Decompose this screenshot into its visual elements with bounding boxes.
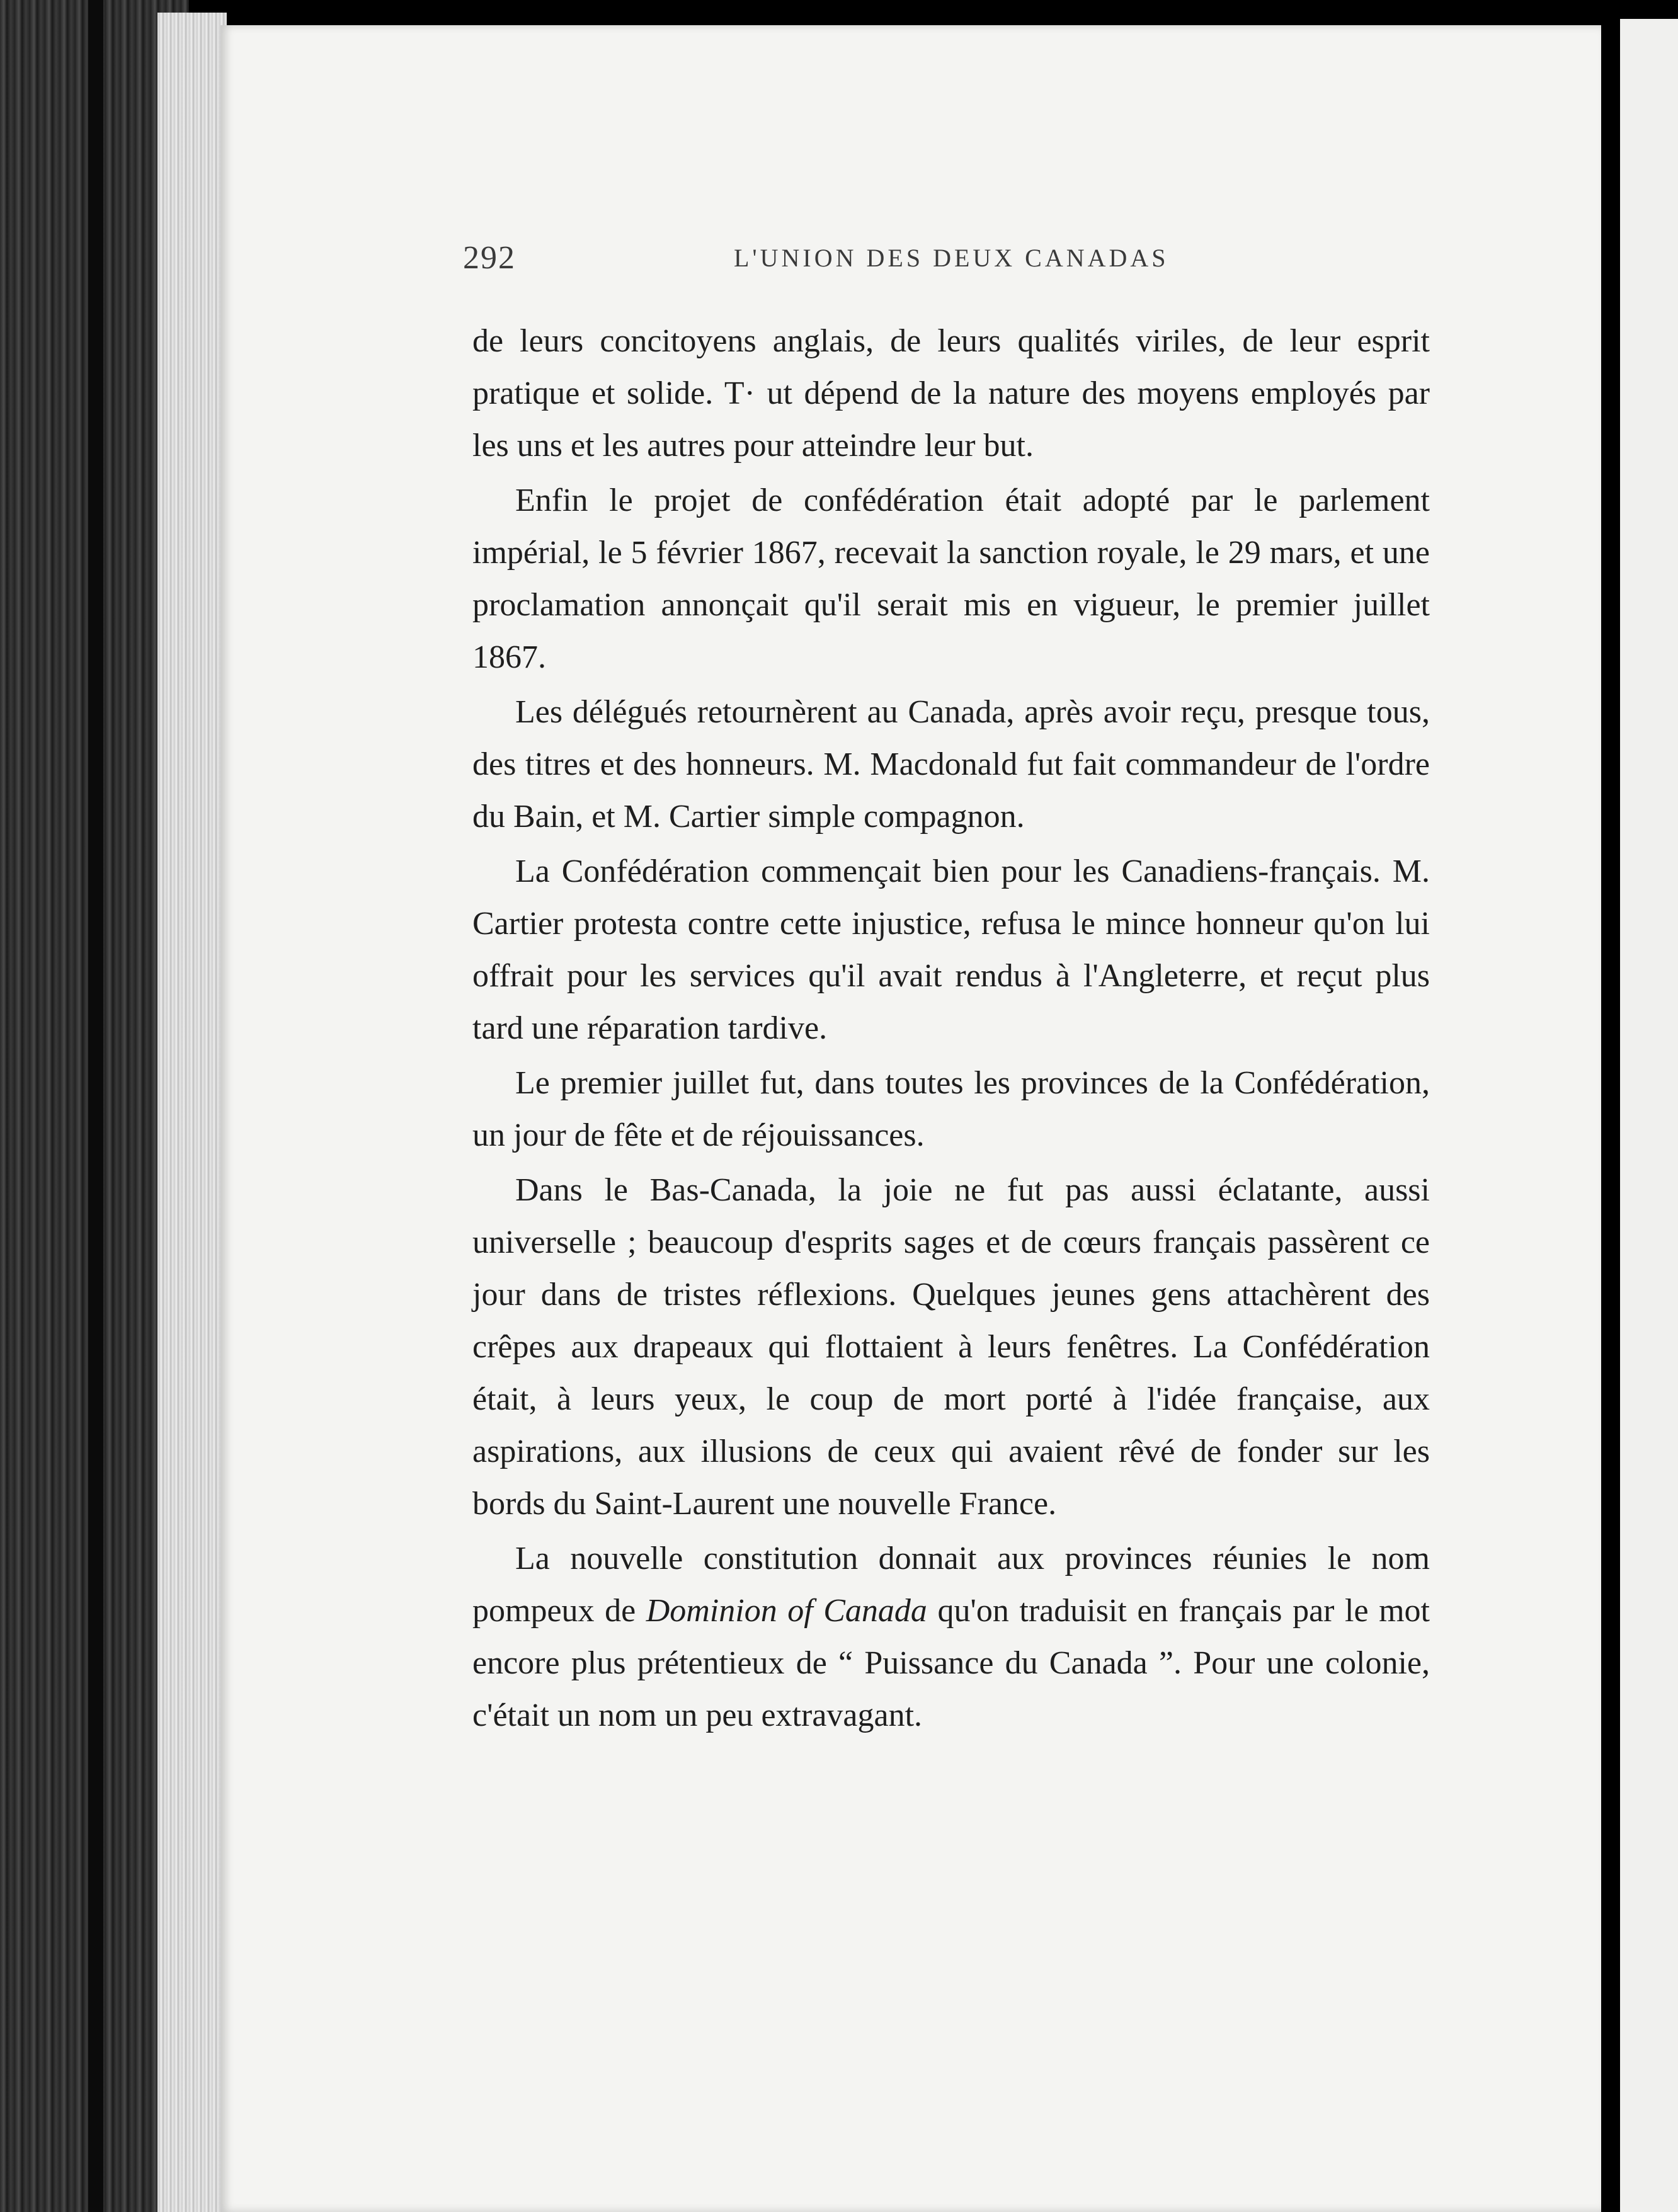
paragraph-confederation-adopted: Enfin le projet de confédération était adopté par le parlement impérial, le 5 février 1867, recevait la sanction royale, le 29 mars, et une proclamation annonçait qu'il serait mis en vigueur, le premier juillet 1867. [472, 482, 1430, 675]
paragraph-first-july: Le premier juillet fut, dans toutes les provinces de la Confédération, un jour de fête et de réjouissances. [472, 1065, 1430, 1153]
paragraph-delegates-return: Les délégués retournèrent au Canada, après avoir reçu, presque tous, des titres et des honneurs. M. Macdonald fut fait commandeur de l'ordre du Bain, et M. Cartier simple compagnon. [472, 694, 1430, 835]
paragraph-dominion-name [472, 1532, 1430, 1742]
spine-shadow [88, 0, 103, 2212]
running-title: L'UNION DES DEUX CANADAS [734, 244, 1169, 272]
right-gutter [1601, 0, 1620, 2212]
page-stack-edges [157, 13, 227, 2212]
page-number: 292 [463, 240, 516, 276]
paragraph-bas-canada: Dans le Bas-Canada, la joie ne fut pas aussi éclatante, aussi universelle ; beaucoup d'esprits sages et de cœurs français passèrent ce jour dans de tristes réflexions. Quelques jeunes gens attachèrent des crêpes aux drapeaux qui flottaient à leurs fenêtres. La Confédération était, à leurs yeux, le coup de mort porté à l'idée française, aux aspirations, aux illusions de ceux qui avaient rêvé de fonder sur les bords du Saint-Laurent une nouvelle France. [472, 1172, 1430, 1522]
paragraph-cartier-protest: La Confédération commençait bien pour les Canadiens-français. M. Cartier protesta contre cette injustice, refusa le mince honneur qu'on lui offrait pour les services qu'il avait rendus à l'Angleterre, et reçut plus tard une réparation tardive. [472, 853, 1430, 1046]
dominion-text-after: qu'on traduisit en français par le mot encore plus prétentieux de “ Puissance du Canada ”. Pour une colonie, c'était un nom un peu extravagant. [472, 1593, 1430, 1733]
running-header [463, 239, 1458, 283]
dominion-italic: Dominion of Canada [646, 1593, 927, 1629]
facing-page-edge [1620, 19, 1678, 2212]
body-text [472, 315, 1430, 1744]
paragraph-continuation: de leurs concitoyens anglais, de leurs qualités viriles, de leur esprit pratique et solide. T· ut dépend de la nature des moyens employés par les uns et les autres pour atteindre leur but. [472, 323, 1430, 464]
dominion-text-before: La nouvelle constitution donnait aux provinces réunies le nom pompeux de [472, 1541, 1430, 1629]
